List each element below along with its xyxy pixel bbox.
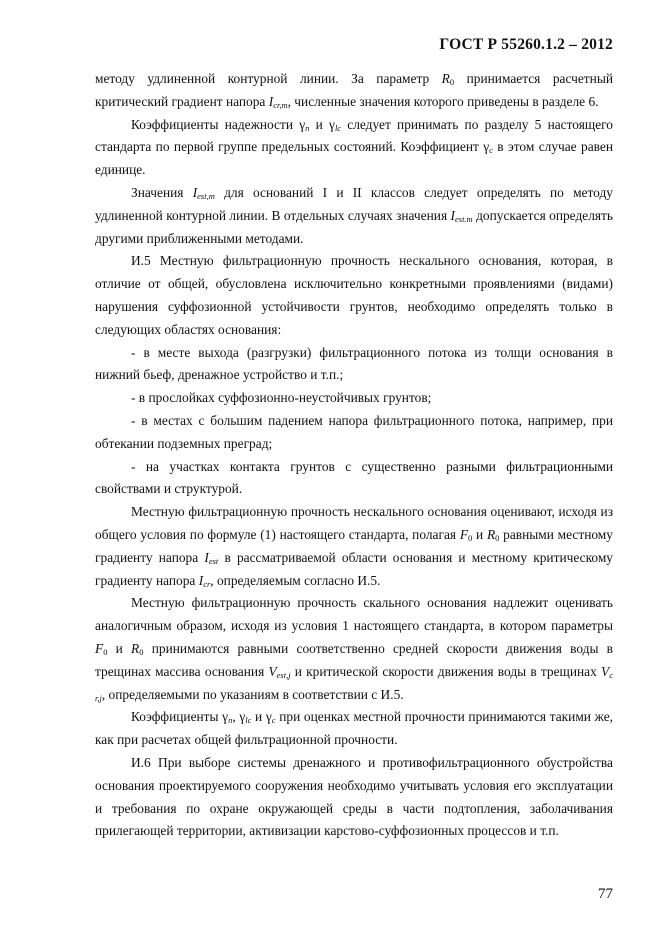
page-number: 77 bbox=[598, 886, 613, 902]
paragraph: Местную фильтрационную прочность нескального основания оценивают, исходя из общего условия по формуле (1) настоящего стандарта, полагая $F_0$ и $R_0$ равными местному градиенту напора $I_{est}$ в рассматриваемой области основания и местному критическому градиенту напора $I_{cr}$, определяемым согласно И.5. bbox=[95, 504, 614, 589]
section-paragraph: И.5 Местную фильтрационную прочность нескального основания, которая, в отличие от общей, обусловлена исключительно конкретными проявлениями (видами) нарушения суффозионной устойчивости грунтов, необходимо определять только в следующих областях основания: bbox=[95, 253, 613, 337]
list-item: - в прослойках суффозионно-неустойчивых грунтов; bbox=[131, 390, 432, 406]
paragraph: Значения $I_{est,m}$ для оснований I и II классов следует определять по методу удлиненной контурной линии. В отдельных случаях значения $I_{est.m}$ допускается определять другими приближенными методами. bbox=[95, 184, 614, 246]
list-item: - в местах с большим падением напора фильтрационного потока, например, при обтекании подземных преград; bbox=[95, 412, 613, 451]
paragraph: Коэффициенты $\gamma_n$, $\gamma_{lc}$ и $\gamma_c$ при оценках местной прочности принимаются такими же, как при расчетах общей фильтрационной прочности. bbox=[95, 709, 613, 748]
section-paragraph: И.6 При выборе системы дренажного и противофильтрационного обустройства основания проектируемого сооружения необходимо учитывать условия его эксплуатации и требования по охране окружающей среды в части подтопления, заболачивания прилегающей территории, активизации карстово-суффозионных процессов и т.п. bbox=[95, 754, 613, 839]
document-body bbox=[95, 68, 613, 843]
paragraph: Коэффициенты надежности $\gamma_n$ и $\gamma_{lc}$ следует принимать по разделу 5 настоящего стандарта по первой группе предельных состояний. Коэффициент $\gamma_c$ в этом случае равен единице. bbox=[95, 116, 614, 178]
paragraph: методу удлиненной контурной линии. За параметр $R_0$ принимается расчетный критический градиент напора $I_{cr,m}$, численные значения которого приведены в разделе 6. bbox=[95, 71, 613, 110]
list-item: - на участках контакта грунтов с существенно разными фильтрационными свойствами и структурой. bbox=[95, 458, 613, 497]
paragraph: Местную фильтрационную прочность скального основания надлежит оценивать аналогичным образом, исходя из условия 1 настоящего стандарта, в котором параметры $F_0$ и $R_0$ принимаются равными соответственно средней скорости движения воды в трещинах массива основания $V_{est,j}$ и критической скорости движения воды в трещинах $V_{c r,j}$, определяемыми по указаниям в соответствии с И.5. bbox=[95, 595, 613, 703]
document-id-header: ГОСТ Р 55260.1.2 – 2012 bbox=[439, 36, 613, 53]
list-item: - в месте выхода (разгрузки) фильтрационного потока из толщи основания в нижний бьеф, дренажное устройство и т.п.; bbox=[95, 344, 613, 383]
